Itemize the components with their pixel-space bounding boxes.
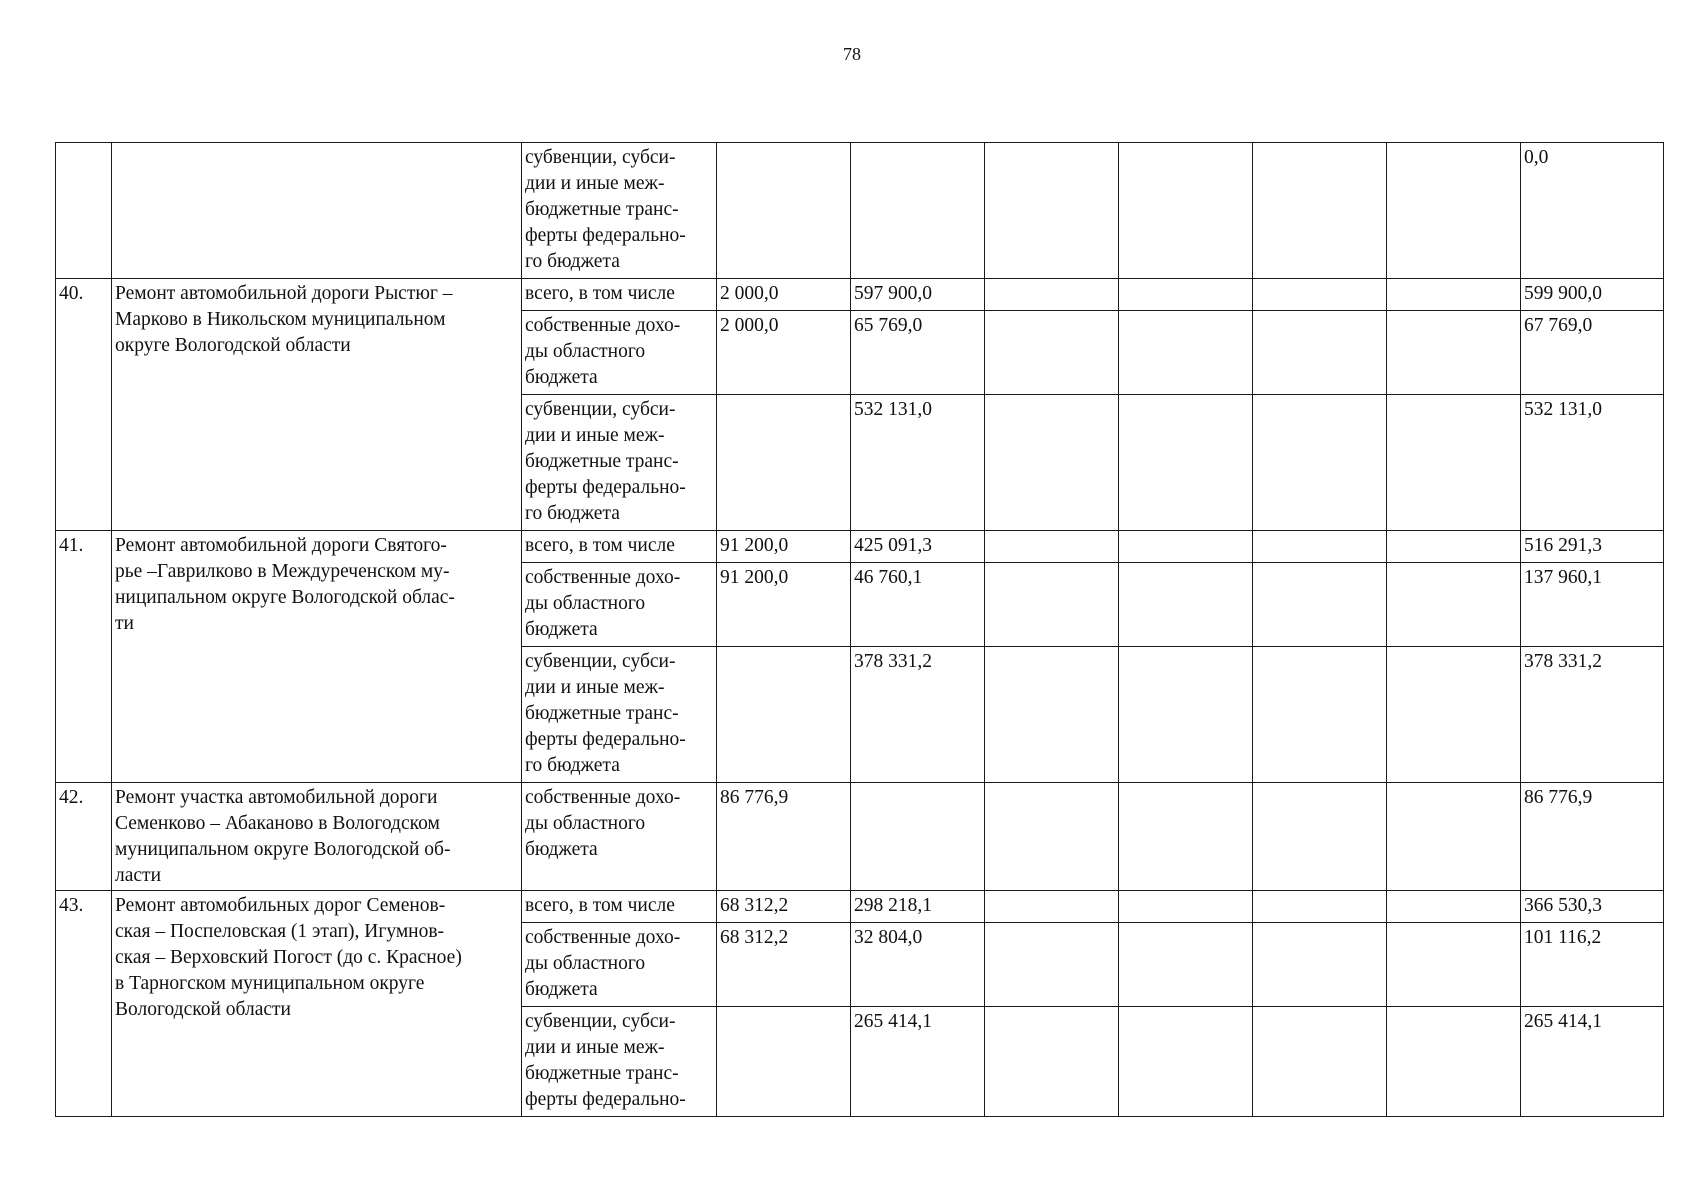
value-cell <box>1119 1007 1253 1117</box>
source-line: дии и иные меж- <box>525 677 665 698</box>
value-cell <box>1387 1007 1521 1117</box>
value-cell: 68 312,2 <box>717 891 851 923</box>
source-line: го бюджета <box>525 755 620 776</box>
value-cell: 532 131,0 <box>851 395 985 531</box>
value-cell <box>1119 647 1253 783</box>
source-line: бюджетные транс- <box>525 451 679 472</box>
value-cell: 378 331,2 <box>1521 647 1664 783</box>
value-cell <box>1253 531 1387 563</box>
source-line: ферты федерально- <box>525 225 686 246</box>
source-line: субвенции, субси- <box>525 147 676 168</box>
value-cell <box>1387 647 1521 783</box>
object-name-line: в Тарногском муниципальном округе <box>115 973 425 994</box>
value-cell <box>1387 143 1521 279</box>
source-line: всего, в том числе <box>525 895 675 916</box>
value-cell: 265 414,1 <box>1521 1007 1664 1117</box>
value-cell <box>1253 395 1387 531</box>
source-cell <box>522 923 717 1007</box>
source-line: ды областного <box>525 953 646 974</box>
value-cell <box>1387 279 1521 311</box>
source-line: ферты федерально- <box>525 1089 686 1110</box>
object-name-line: округе Вологодской области <box>115 335 351 356</box>
source-line: собственные дохо- <box>525 315 681 336</box>
source-line: бюджетные транс- <box>525 703 679 724</box>
value-cell <box>985 311 1119 395</box>
value-cell <box>1253 1007 1387 1117</box>
source-cell <box>522 1007 717 1117</box>
source-line: бюджетные транс- <box>525 199 679 220</box>
object-name <box>112 531 522 783</box>
value-cell: 378 331,2 <box>851 647 985 783</box>
source-cell <box>522 531 717 563</box>
source-line: всего, в том числе <box>525 535 675 556</box>
source-line: ды областного <box>525 341 646 362</box>
value-cell <box>985 531 1119 563</box>
source-line: го бюджета <box>525 503 620 524</box>
value-cell <box>1387 311 1521 395</box>
value-cell: 32 804,0 <box>851 923 985 1007</box>
value-cell <box>717 647 851 783</box>
source-line: бюджета <box>525 367 598 388</box>
object-name-line: ласти <box>115 865 161 886</box>
value-cell <box>1119 563 1253 647</box>
value-cell <box>717 1007 851 1117</box>
value-cell <box>717 143 851 279</box>
value-cell <box>1119 531 1253 563</box>
source-line: го бюджета <box>525 251 620 272</box>
source-cell <box>522 783 717 891</box>
source-cell <box>522 647 717 783</box>
value-cell: 265 414,1 <box>851 1007 985 1117</box>
value-cell <box>1387 531 1521 563</box>
value-cell: 86 776,9 <box>717 783 851 891</box>
object-name-line: муниципальном округе Вологодской об- <box>115 839 451 860</box>
value-cell: 599 900,0 <box>1521 279 1664 311</box>
object-name-line: ти <box>115 613 134 634</box>
value-cell: 425 091,3 <box>851 531 985 563</box>
source-line: субвенции, субси- <box>525 1011 676 1032</box>
source-cell <box>522 279 717 311</box>
source-cell <box>522 891 717 923</box>
value-cell <box>1119 395 1253 531</box>
value-cell: 532 131,0 <box>1521 395 1664 531</box>
object-name-line: Ремонт автомобильной дороги Рыстюг – <box>115 283 453 304</box>
value-cell <box>1253 279 1387 311</box>
value-cell: 366 530,3 <box>1521 891 1664 923</box>
object-name-line: Ремонт автомобильных дорог Семенов- <box>115 895 446 916</box>
value-cell: 101 116,2 <box>1521 923 1664 1007</box>
value-cell <box>985 143 1119 279</box>
value-cell <box>985 647 1119 783</box>
value-cell: 137 960,1 <box>1521 563 1664 647</box>
source-line: субвенции, субси- <box>525 651 676 672</box>
value-cell: 65 769,0 <box>851 311 985 395</box>
value-cell: 46 760,1 <box>851 563 985 647</box>
object-name <box>112 783 522 891</box>
object-name <box>112 891 522 1117</box>
value-cell <box>1253 891 1387 923</box>
value-cell <box>1387 891 1521 923</box>
object-name-line: рье –Гаврилково в Междуреченском му- <box>115 561 450 582</box>
source-line: собственные дохо- <box>525 567 681 588</box>
value-cell <box>1119 783 1253 891</box>
object-name-line: ская – Верховский Погост (до с. Красное) <box>115 947 462 968</box>
value-cell <box>1119 279 1253 311</box>
value-cell <box>1387 395 1521 531</box>
value-cell <box>985 563 1119 647</box>
value-cell <box>851 783 985 891</box>
value-cell <box>1387 563 1521 647</box>
source-line: собственные дохо- <box>525 927 681 948</box>
object-name-line: ниципальном округе Вологодской облас- <box>115 587 455 608</box>
row-number: 41. <box>56 531 112 783</box>
value-cell: 2 000,0 <box>717 279 851 311</box>
budget-table <box>55 142 1664 1117</box>
value-cell: 68 312,2 <box>717 923 851 1007</box>
value-cell: 298 218,1 <box>851 891 985 923</box>
source-line: бюджета <box>525 839 598 860</box>
source-line: всего, в том числе <box>525 283 675 304</box>
value-cell <box>985 891 1119 923</box>
object-name-line: Вологодской области <box>115 999 291 1020</box>
row-number: 43. <box>56 891 112 1117</box>
source-line: бюджетные транс- <box>525 1063 679 1084</box>
object-name-line: Ремонт участка автомобильной дороги <box>115 787 438 808</box>
value-cell <box>1253 923 1387 1007</box>
source-line: ферты федерально- <box>525 477 686 498</box>
value-cell <box>1253 647 1387 783</box>
value-cell: 67 769,0 <box>1521 311 1664 395</box>
value-cell <box>985 783 1119 891</box>
value-cell <box>1387 923 1521 1007</box>
value-cell <box>985 395 1119 531</box>
source-cell <box>522 143 717 279</box>
value-cell <box>1253 563 1387 647</box>
value-cell: 2 000,0 <box>717 311 851 395</box>
value-cell <box>1253 783 1387 891</box>
object-name-line: Семенково – Абаканово в Вологодском <box>115 813 440 834</box>
value-cell: 91 200,0 <box>717 563 851 647</box>
value-cell <box>985 1007 1119 1117</box>
value-cell: 86 776,9 <box>1521 783 1664 891</box>
name-cell <box>112 143 522 279</box>
continuation-row <box>56 143 1664 279</box>
number-cell <box>56 143 112 279</box>
table-row <box>56 531 1664 563</box>
value-cell <box>717 395 851 531</box>
value-cell: 0,0 <box>1521 143 1664 279</box>
value-cell: 516 291,3 <box>1521 531 1664 563</box>
value-cell <box>1119 143 1253 279</box>
source-line: ферты федерально- <box>525 729 686 750</box>
page-number: 78 <box>843 44 861 64</box>
source-line: ды областного <box>525 813 646 834</box>
source-line: собственные дохо- <box>525 787 681 808</box>
value-cell: 597 900,0 <box>851 279 985 311</box>
source-line: бюджета <box>525 979 598 1000</box>
value-cell <box>1119 891 1253 923</box>
value-cell <box>985 279 1119 311</box>
value-cell <box>1253 143 1387 279</box>
value-cell <box>851 143 985 279</box>
source-line: дии и иные меж- <box>525 173 665 194</box>
table-row <box>56 891 1664 923</box>
object-name <box>112 279 522 531</box>
object-name-line: ская – Поспеловская (1 этап), Игумнов- <box>115 921 445 942</box>
row-number: 42. <box>56 783 112 891</box>
object-name-line: Марково в Никольском муниципальном <box>115 309 446 330</box>
source-line: ды областного <box>525 593 646 614</box>
table-body <box>56 143 1664 1117</box>
source-line: дии и иные меж- <box>525 1037 665 1058</box>
value-cell <box>1253 311 1387 395</box>
value-cell <box>1119 923 1253 1007</box>
row-number: 40. <box>56 279 112 531</box>
table-row <box>56 783 1664 891</box>
source-cell <box>522 311 717 395</box>
value-cell <box>1119 311 1253 395</box>
source-line: дии и иные меж- <box>525 425 665 446</box>
value-cell: 91 200,0 <box>717 531 851 563</box>
table-row <box>56 279 1664 311</box>
source-cell <box>522 395 717 531</box>
source-line: бюджета <box>525 619 598 640</box>
object-name-line: Ремонт автомобильной дороги Святого- <box>115 535 447 556</box>
value-cell <box>1387 783 1521 891</box>
value-cell <box>985 923 1119 1007</box>
source-line: субвенции, субси- <box>525 399 676 420</box>
source-cell <box>522 563 717 647</box>
